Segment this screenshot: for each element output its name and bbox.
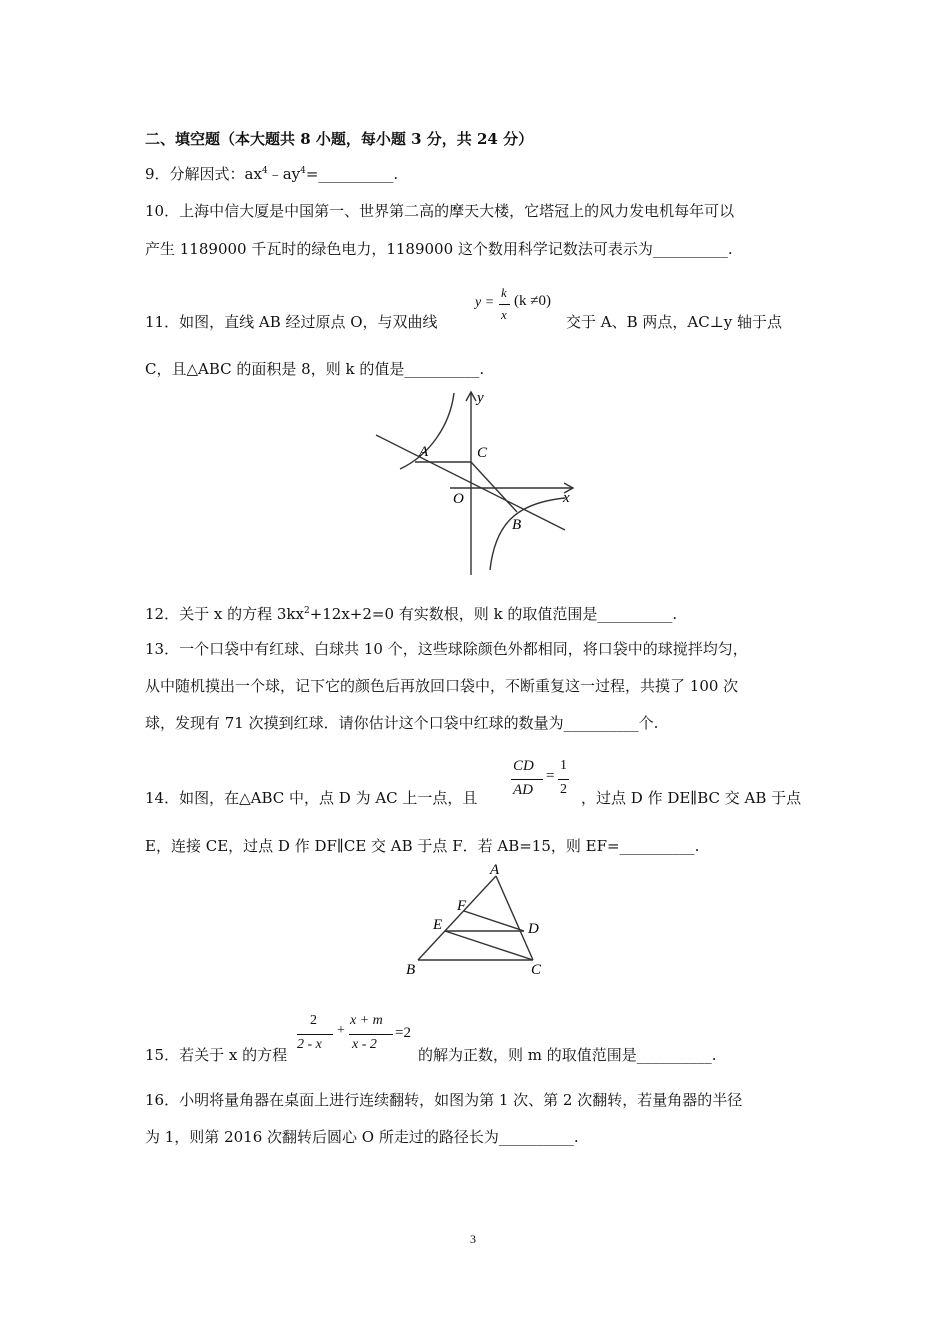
question-13-line1: 13．一个口袋中有红球、白球共 10 个，这些球除颜色外都相同，将口袋中的球搅拌均匀， bbox=[145, 640, 748, 658]
q9-exp2: 4 bbox=[300, 166, 306, 176]
label-b: B bbox=[512, 517, 522, 533]
q14-eq: = bbox=[546, 768, 555, 784]
hyperbola-figure bbox=[370, 385, 585, 580]
q11-formula-num: k bbox=[501, 285, 507, 300]
question-11-line1a: 11．如图，直线 AB 经过原点 O，与双曲线 bbox=[145, 313, 438, 331]
label-b: B bbox=[406, 962, 416, 978]
page-number: 3 bbox=[470, 1232, 476, 1246]
q15-bar2 bbox=[349, 1034, 393, 1035]
question-10-line1: 10．上海中信大厦是中国第一、世界第二高的摩天大楼，它塔冠上的风力发电机每年可以 bbox=[145, 202, 735, 220]
segment-df bbox=[464, 911, 524, 931]
q15-plus: + bbox=[337, 1023, 345, 1038]
question-15-prefix: 15．若关于 x 的方程 bbox=[145, 1046, 288, 1064]
question-14-line1a: 14．如图，在△ABC 中，点 D 为 AC 上一点，且 bbox=[145, 789, 478, 807]
hyperbola-branch-right bbox=[490, 498, 565, 570]
q9-suffix: =__________. bbox=[305, 165, 399, 183]
question-13-line2: 从中随机摸出一个球，记下它的颜色后再放回口袋中，不断重复这一过程，共摸了 100 次 bbox=[145, 677, 739, 695]
question-14-line2: E，连接 CE，过点 D 作 DF∥CE 交 AB 于点 F．若 AB=15，则 EF=__________. bbox=[145, 837, 700, 855]
label-e: E bbox=[433, 917, 443, 933]
question-10-line2: 产生 1189000 千瓦时的绿色电力，1189000 这个数用科学记数法可表示为__________. bbox=[145, 240, 733, 258]
q12-suffix: +12x+2=0 有实数根，则 k 的取值范围是__________. bbox=[309, 605, 678, 623]
label-d: D bbox=[528, 921, 539, 937]
q15-den2: x - 2 bbox=[352, 1037, 377, 1052]
q14-num1: CD bbox=[513, 758, 534, 774]
q12-exp: 2 bbox=[303, 606, 310, 616]
q12-prefix: 12．关于 x 的方程 3kx bbox=[145, 605, 304, 623]
section-title: 二、填空题（本大题共 8 小题，每小题 3 分，共 24 分） bbox=[145, 130, 534, 148]
label-c: C bbox=[531, 962, 542, 978]
question-9 bbox=[145, 163, 398, 184]
segment-ce bbox=[445, 931, 533, 960]
label-a: A bbox=[419, 444, 429, 460]
q14-den2: 2 bbox=[560, 782, 567, 797]
question-16-line1: 16．小明将量角器在桌面上进行连续翻转，如图为第 1 次、第 2 次翻转，若量角器的半径 bbox=[145, 1091, 743, 1109]
q15-den1: 2 - x bbox=[297, 1037, 322, 1052]
triangle-figure bbox=[400, 860, 560, 985]
question-15-suffix: 的解为正数，则 m 的取值范围是__________. bbox=[418, 1046, 717, 1064]
q11-formula-den: x bbox=[501, 307, 507, 322]
question-16-line2: 为 1，则第 2016 次翻转后圆心 O 所走过的路径长为__________. bbox=[145, 1128, 579, 1146]
side-ac bbox=[496, 876, 533, 960]
question-12 bbox=[145, 603, 677, 624]
label-f: F bbox=[457, 898, 467, 914]
q15-num2: x + m bbox=[350, 1013, 383, 1028]
q11-formula-cond: (k ≠0) bbox=[514, 293, 551, 309]
q15-num1: 2 bbox=[310, 1013, 317, 1028]
label-c: C bbox=[477, 445, 488, 461]
label-o: O bbox=[453, 491, 464, 507]
question-11-line1b: 交于 A、B 两点，AC⊥y 轴于点 bbox=[566, 313, 783, 331]
q11-formula-lhs: y = bbox=[475, 295, 495, 310]
question-13-line3: 球，发现有 71 次摸到红球．请你估计这个口袋中红球的数量为__________个. bbox=[145, 714, 659, 732]
q14-formula bbox=[511, 758, 586, 804]
q15-formula bbox=[295, 1013, 420, 1063]
q9-mid: ﹣ay bbox=[267, 165, 301, 183]
q15-rhs: =2 bbox=[395, 1025, 411, 1041]
q11-fraction-bar bbox=[499, 304, 510, 305]
q14-bar1 bbox=[511, 779, 543, 780]
q14-num2: 1 bbox=[560, 758, 567, 773]
label-x: x bbox=[563, 490, 570, 506]
question-14-line1b: ，过点 D 作 DE∥BC 交 AB 于点 bbox=[581, 789, 802, 807]
q14-den1: AD bbox=[513, 782, 533, 798]
q9-prefix: 9．分解因式：ax bbox=[145, 165, 262, 183]
q11-formula bbox=[475, 285, 570, 328]
question-11-line2: C，且△ABC 的面积是 8，则 k 的值是__________. bbox=[145, 360, 485, 378]
q14-bar2 bbox=[558, 779, 569, 780]
q9-exp1: 4 bbox=[261, 166, 268, 176]
q15-bar1 bbox=[297, 1034, 333, 1035]
label-y: y bbox=[477, 390, 484, 406]
label-a: A bbox=[490, 862, 500, 878]
